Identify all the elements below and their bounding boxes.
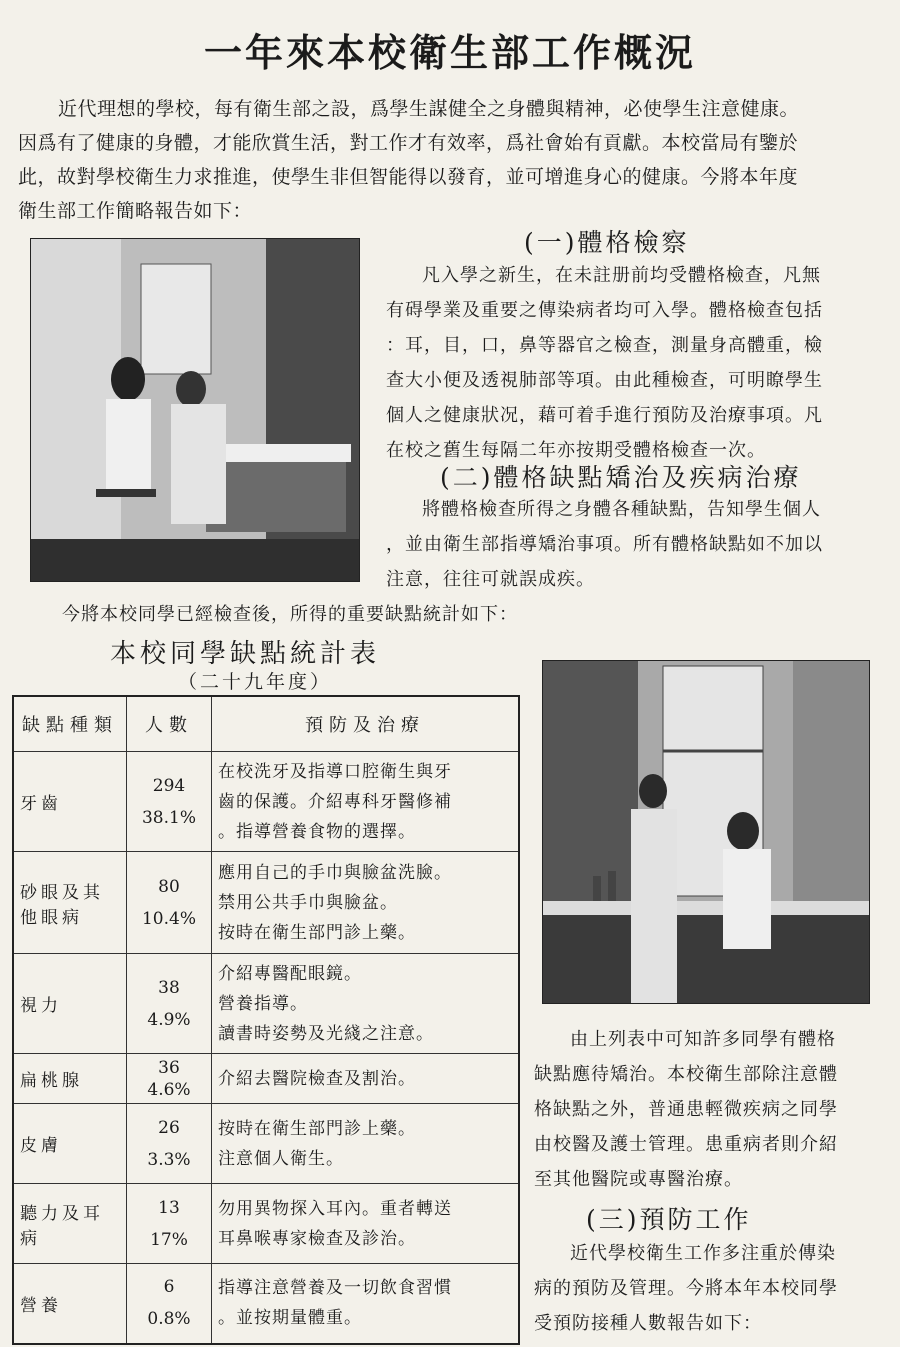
row-prevention (212, 1264, 520, 1344)
eye-exam-photo (542, 660, 870, 1004)
section1-line: 凡入學之新生，在未註册前均受體格檢查，凡無 (422, 265, 821, 286)
section3-line: 近代學校衛生工作多注重於傳染 (570, 1243, 836, 1264)
section2-line: ，並由衛生部指導矯治事項。所有體格缺點如不加以 (386, 534, 823, 555)
prevention-line: 指導注意營養及一切飲食習慣 (218, 1278, 452, 1299)
prevention-line: 讀書時姿勢及光綫之注意。 (218, 1023, 434, 1044)
summary-line: 至其他醫院或專醫治療。 (534, 1169, 743, 1190)
section2-line: 注意，往往可就誤成疾。 (386, 569, 595, 590)
row-category: 聽力及耳病 (13, 1184, 127, 1264)
table-row (13, 954, 519, 1054)
row-count (127, 752, 212, 852)
section1-heading: (一)體格檢察 (524, 228, 690, 257)
prevention-line: 按時在衛生部門診上藥。 (218, 922, 416, 943)
table-row (13, 852, 519, 954)
summary-line: 由校醫及護士管理。患重病者則介紹 (534, 1134, 838, 1155)
prevention-line: 營養指導。 (218, 993, 308, 1014)
prevention-line: 在校洗牙及指導口腔衛生與牙 (218, 761, 452, 782)
prevention-line: 。並按期量體重。 (218, 1308, 362, 1329)
prevention-line: 耳鼻喉專家檢查及診治。 (218, 1228, 416, 1249)
count-value: 38 (158, 977, 180, 998)
row-prevention (212, 1054, 520, 1104)
section1-line: ：耳，目，口，鼻等器官之檢查，測量身高體重，檢 (386, 335, 823, 356)
prevention-line: 勿用異物探入耳內。重者轉送 (218, 1198, 452, 1219)
header-count: 人數 (127, 696, 212, 752)
page-title: 一年來本校衛生部工作概況 (203, 30, 696, 75)
section1-line: 在校之舊生每隔二年亦按期受體格檢查一次。 (386, 440, 766, 461)
prevention-line: 注意個人衛生。 (218, 1148, 344, 1169)
prevention-line: 齒的保護。介紹專科牙醫修補 (218, 791, 452, 812)
percent-value: 10.4% (141, 908, 196, 929)
percent-value: 3.3% (147, 1149, 191, 1170)
section3-heading: (三)預防工作 (586, 1205, 752, 1234)
row-category: 扁桃腺 (13, 1054, 127, 1104)
section1-paragraph (386, 258, 886, 468)
percent-value: 4.9% (147, 1009, 191, 1030)
prevention-line: 禁用公共手巾與臉盆。 (218, 892, 398, 913)
section1-line: 個人之健康狀况，藉可着手進行預防及治療事項。凡 (386, 405, 823, 426)
table-row (13, 1184, 519, 1264)
table-subtitle: （二十九年度） (178, 671, 333, 693)
section1-line: 查大小便及透視肺部等項。由此種檢查，可明瞭學生 (386, 370, 823, 391)
exam-photo (30, 238, 360, 582)
row-prevention (212, 752, 520, 852)
row-category: 皮膚 (13, 1104, 127, 1184)
prevention-line: 按時在衛生部門診上藥。 (218, 1118, 416, 1139)
section1-line: 有碍學業及重要之傳染病者均可入學。體格檢查包括 (386, 300, 823, 321)
row-category: 視力 (13, 954, 127, 1054)
header-prevention: 預防及治療 (212, 696, 520, 752)
row-count (127, 852, 212, 954)
defect-stats-table (12, 695, 520, 1345)
table-row (13, 1264, 519, 1344)
intro-line: 衛生部工作簡略報告如下： (18, 200, 253, 222)
row-category: 砂眼及其他眼病 (13, 852, 127, 954)
section3-line: 受預防接種人數報告如下： (534, 1313, 762, 1334)
percent-value: 17% (150, 1229, 188, 1250)
table-row (13, 1104, 519, 1184)
exam-photo-illustration (31, 239, 359, 581)
section3-paragraph (534, 1236, 888, 1341)
table-title: 本校同學缺點統計表 (110, 639, 381, 669)
summary-line: 缺點應待矯治。本校衛生部除注意體 (534, 1064, 838, 1085)
eye-exam-photo-illustration (543, 661, 869, 1003)
intro-line: 近代理想的學校，每有衛生部之設，爲學生謀健全之身體與精神，必使學生注意健康。 (58, 98, 800, 120)
prevention-line: 。指導營養食物的選擇。 (218, 821, 416, 842)
percent-value: 0.8% (147, 1309, 191, 1330)
prevention-line: 應用自己的手巾與臉盆洗臉。 (218, 862, 452, 883)
row-prevention (212, 1184, 520, 1264)
count-value: 26 (158, 1117, 180, 1138)
row-prevention (212, 954, 520, 1054)
row-count (127, 1104, 212, 1184)
table-summary-paragraph (534, 1022, 888, 1197)
intro-line: 因爲有了健康的身體，才能欣賞生活，對工作才有效率，爲社會始有貢獻。本校當局有鑒於 (18, 132, 799, 154)
intro-line: 此，故對學校衛生力求推進，使學生非但智能得以發育，並可增進身心的健康。今將本年度 (18, 166, 799, 188)
row-category: 牙齒 (13, 752, 127, 852)
count-value: 6 (163, 1277, 175, 1298)
percent-value: 38.1% (141, 807, 196, 828)
row-count (127, 1184, 212, 1264)
table-lead-in: 今將本校同學已經檢查後，所得的重要缺點統計如下： (62, 604, 518, 625)
summary-line: 格缺點之外，普通患輕微疾病之同學 (534, 1099, 838, 1120)
prevention-line: 介紹專醫配眼鏡。 (218, 963, 362, 984)
count-value: 13 (158, 1197, 180, 1218)
prevention-line: 介紹去醫院檢查及割治。 (218, 1068, 416, 1089)
count-value: 80 (158, 876, 180, 897)
row-category: 營養 (13, 1264, 127, 1344)
section2-heading: (二)體格缺點矯治及疾病治療 (440, 463, 802, 492)
section2-line: 將體格檢查所得之身體各種缺點，告知學生個人 (422, 499, 821, 520)
row-count (127, 1054, 212, 1104)
section2-paragraph (386, 492, 886, 597)
table-header-row (13, 696, 519, 752)
table-row (13, 1054, 519, 1104)
table-row (13, 752, 519, 852)
summary-line: 由上列表中可知許多同學有體格 (570, 1029, 836, 1050)
row-prevention (212, 852, 520, 954)
count-value: 294 (152, 775, 186, 796)
count-value: 36 (158, 1057, 180, 1078)
row-count (127, 1264, 212, 1344)
intro-paragraph (18, 92, 886, 228)
percent-value: 4.6% (147, 1079, 191, 1100)
header-category: 缺點種類 (13, 696, 127, 752)
row-prevention (212, 1104, 520, 1184)
row-count (127, 954, 212, 1054)
section3-line: 病的預防及管理。今將本年本校同學 (534, 1278, 838, 1299)
